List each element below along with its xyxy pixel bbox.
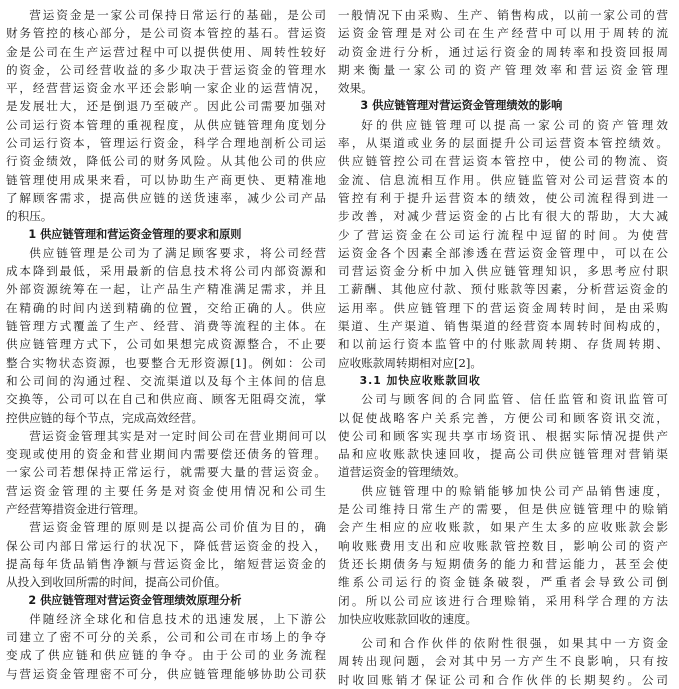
text-line: 伴随经济全球化和信息技术的迅速发展，上下游公 [29, 611, 326, 626]
text-line: 链管理方式覆盖了生产、经营、消费等流程的主体。在 [6, 319, 326, 334]
section-heading-1: 1 供应链管理和营运资金管理的要求和原则 [28, 227, 242, 241]
text-line: 动资金进行分析，通过运行资金的周转率和投资回报周 [338, 44, 668, 59]
paragraph-working-capital-definition [6, 427, 326, 518]
paragraph-supply-chain-definition [6, 244, 326, 427]
text-line: 产经营筹措资金进行管理。 [6, 502, 146, 517]
text-line: 和以前运行资本监管中的付账款周转期、存货周转期、 [338, 337, 668, 352]
text-line: 品和应收账款快速回收，提高公司供应链管理对营销渠 [338, 447, 668, 462]
text-line: 好的供应链管理可以提高一家公司的资产管理效 [361, 117, 668, 132]
text-line: 一般情况下由采购、生产、销售构成，以前一家公司的营 [338, 8, 668, 22]
paragraph-intro [6, 6, 326, 226]
text-line: 供应链管理中的赊销能够加快公司产品销售速度， [361, 483, 668, 498]
right-column [338, 6, 668, 689]
text-line: 加快应收账款回收的速度。 [338, 611, 478, 626]
text-line: 外部资源统筹在一起，让产品生产精准满足需求，并且 [6, 282, 326, 297]
text-line: 应收账款周转期相对应[2]。 [338, 355, 482, 370]
text-line: 货还长期债务与短期债务的能力和营运能力，甚至会使 [338, 556, 668, 571]
text-line: 营运资金是一家公司保持日常运行的基础，是公司 [29, 8, 326, 22]
text-line: 周转出现问题，会对其中另一方产生不良影响，只有按 [338, 654, 668, 669]
paragraph-credit-sales [338, 482, 668, 628]
text-line: 运资金管理是对公司在生产经营中可以用于周转的流 [338, 26, 668, 41]
text-line: 公司与顾客间的合同监管、信任监管和资讯监管可 [361, 392, 668, 407]
text-line: 与营运资金管理密不可分，供应链管理能够协助公司获 [6, 666, 326, 681]
text-line: 是发展壮大，还是倒退乃至破产。因此公司需要加强对 [6, 99, 326, 114]
text-line: 一家公司若想保持正常运行，就需要大量的营运资金。 [6, 465, 326, 480]
text-line: 金流、信息流相互作用。供应链监管对公司运营资本的 [338, 172, 668, 187]
text-line: 金是公司在生产运营过程中可以提供使用、周转性较好 [6, 44, 326, 59]
paragraph-continued [338, 6, 668, 97]
text-line: 运用率。供应链管理下的营运资金周转时间，是由采购 [338, 300, 668, 315]
text-line: 平，经营营运资金水平还会影响一家企业的运营情况， [6, 81, 326, 96]
text-line: 营运资金管理其实是对一定时间公司在营业期间可以 [29, 428, 326, 443]
text-line: 工薪酬、其他应付款、预付账款等因素，分析营运资金的 [338, 282, 668, 297]
text-line: 维系公司运行的资金链条破裂，严重者会导致公司倒 [338, 575, 668, 590]
section-heading-3: 3 供应链管理对营运资金管理绩效的影响 [360, 99, 563, 113]
text-line: 行资金绩效，降低公司的财务风险。从其他公司的供应 [6, 154, 326, 169]
text-line: 财务管控的核心部分，是公司资本管控的基石。营运资 [6, 26, 326, 41]
text-line: 在精确的时间内送到精确的位置，交给正确的人。供应 [6, 300, 326, 315]
text-line: 公司和合作伙伴的依附性很强，如果其中一方资金 [361, 636, 668, 651]
text-line: 期来衡量一家公司的资产管理效率和营运资金管理 [338, 62, 668, 77]
text-line: 管控有利于提升运营资本的绩效，使公司流程得到进一 [338, 190, 668, 205]
text-line: 成本降到最低，采用最新的信息技术将公司内部资源和 [6, 264, 326, 279]
text-line: 响收账费用支出和应收账款管控数目，影响公司的资产 [338, 538, 668, 553]
text-line: 供应链管控公司在营运资本管控中，使公司的物流、资 [338, 154, 668, 169]
text-line: 司营运资金分析中加入供应链管理知识，多思考应付职 [338, 264, 668, 279]
text-line: 变现或使用的资金和营业期间内需要偿还债务的管理。 [6, 447, 326, 462]
paragraph-globalization [6, 610, 326, 683]
text-line: 保公司内部日常运行的状况下，降低营运资金的投入， [6, 538, 326, 553]
text-line: 和公司间的沟通过程、交流渠道以及每个主体间的信息 [6, 373, 326, 388]
text-line: 司建立了密不可分的关系，公司和公司在市场上的争夺 [6, 630, 326, 645]
text-line: 闭。所以公司应该进行合理赊销，采用科学合理的方法 [338, 593, 668, 608]
text-line: 变成了供应链和供应链的争夺。由于公司的业务流程 [6, 648, 326, 663]
text-line: 营运资金管理的原则是以提高公司价值为目的，确 [29, 520, 326, 535]
paragraph-working-capital-principle [6, 518, 326, 591]
text-line: 的积压。 [6, 209, 53, 224]
text-line: 的资金，公司经营收益的多少取决于营运资金的管理水 [6, 62, 326, 77]
section-heading-2: 2 供应链管理对营运资金管理绩效原理分析 [28, 593, 242, 607]
text-line: 链管理使用成果来看，可以协助生产商更快、更精准地 [6, 172, 326, 187]
text-line: 是公司维持日常生产的需要，但是供应链管理中的赊销 [338, 502, 668, 517]
text-line: 提高每年货品销售净额与营运资金比，缩短营运资金的 [6, 556, 326, 571]
text-line: 整合实物状态资源，也要整合无形资源[1]。例如：公司 [6, 355, 326, 370]
text-line: 运资金各个因素全部渗透在营运资金管理中，可以在公 [338, 245, 668, 260]
text-line: 使公司和顾客实现共享市场资讯、根据实际情况提供产 [338, 428, 668, 443]
paragraph-customer-relations [338, 390, 668, 481]
left-column [6, 6, 326, 683]
text-line: 从投入到收回所需的时间，提高公司价值。 [6, 575, 227, 590]
paragraph-supply-chain-impact [338, 116, 668, 372]
text-line: 会产生相应的应收账款，如果产生太多的应收账款会影 [338, 520, 668, 535]
text-line: 公司运行资本，管理运行资金，科学合理地剖析公司运 [6, 136, 326, 151]
text-line: 率，从渠道或业务的层面提升公司运营资本管控绩效。 [338, 136, 668, 151]
text-line: 效果。 [338, 81, 373, 96]
text-line: 控供应链的每个节点，完成高效经营。 [6, 410, 204, 425]
text-line: 少了营运资金在公司运行流程中逗留的时间。为使营 [338, 227, 668, 242]
text-line: 供应链管理方式下，公司如果想完成资源整合，不止要 [6, 337, 326, 352]
text-line: 道营运资金的管理绩效。 [338, 465, 466, 480]
text-line: 以促使战略客户关系完善，方便公司和顾客资讯交流， [338, 410, 668, 425]
text-line: 营运资金管理的主要任务是对资金使用情况和公司生 [6, 483, 326, 498]
text-line: 步改善，对减少营运资金的占比有很大的帮助，大大减 [338, 209, 668, 224]
text-line: 供应链管理是公司为了满足顾客要求，将公司经营 [29, 245, 326, 260]
subsection-heading-3-1: 3.1 加快应收账款回收 [359, 373, 481, 387]
paragraph-partners [338, 634, 668, 689]
text-line: 了解顾客需求，提高供应链的送货速率，减少公司产品 [6, 190, 326, 205]
text-line: 公司运行资本管理的重视程度，从供应链管理角度划分 [6, 117, 326, 132]
text-line: 交换等，公司可以在自己和供应商、顾客无阻碍交流，掌 [6, 392, 326, 407]
text-line: 时收回账销才保证公司和合作伙伴的长期契约。公司 [338, 672, 668, 687]
text-line: 渠道、生产渠道、销售渠道的经营资本周转时间构成的， [338, 319, 668, 334]
